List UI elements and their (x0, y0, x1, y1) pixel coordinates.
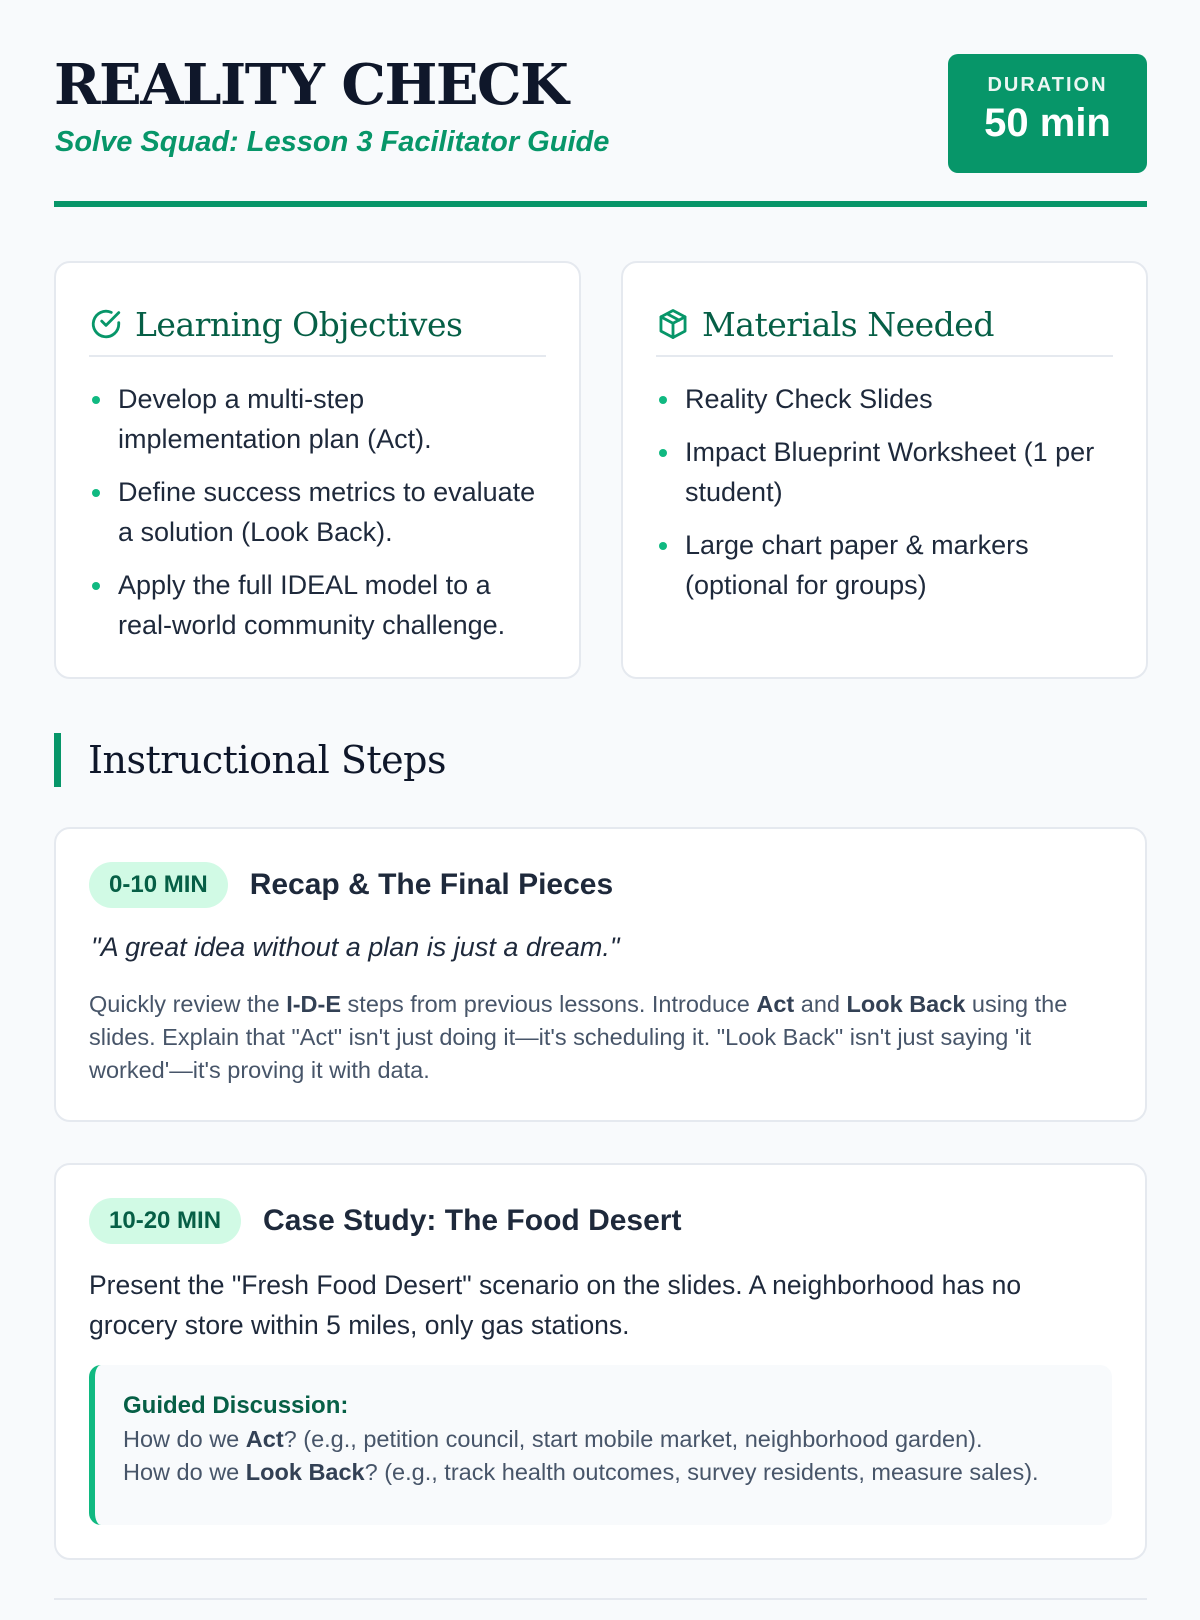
materials-list (656, 379, 1116, 618)
materials-needed-title: Materials Needed (702, 304, 994, 344)
list-item: Develop a multi-step implementation plan (Act). (89, 379, 549, 459)
step-description: Quickly review the I-D-E steps from previous lessons. Introduce Act and Look Back using the slides. Explain that "Act" isn't just doing it—it's scheduling it. "Look Back" isn't just saying 'it worked'—it's proving it with data. (89, 991, 1068, 1083)
step-card-case-study (54, 1163, 1147, 1560)
duration-value: 50 min (984, 101, 1111, 145)
materials-needed-card (621, 261, 1148, 679)
learning-objectives-title: Learning Objectives (135, 304, 463, 344)
list-item: Define success metrics to evaluate a solution (Look Back). (89, 472, 549, 552)
step-title: Case Study: The Food Desert (263, 1204, 682, 1237)
duration-badge (948, 54, 1147, 173)
time-badge: 0-10 MIN (89, 862, 228, 908)
list-item: Reality Check Slides (656, 379, 1116, 419)
list-item: Large chart paper & markers (optional for groups) (656, 525, 1116, 605)
materials-needed-heading (656, 293, 1113, 357)
step-card-recap (54, 827, 1147, 1122)
discussion-line-act: How do we Act? (e.g., petition council, start mobile market, neighborhood garden). (123, 1426, 983, 1452)
guided-discussion-box (89, 1365, 1112, 1525)
box-icon (656, 307, 690, 341)
time-badge: 10-20 MIN (89, 1198, 241, 1244)
next-step-card-edge (54, 1598, 1147, 1620)
learning-objectives-card (54, 261, 581, 679)
step-header (89, 862, 613, 908)
objectives-list (89, 379, 549, 658)
discussion-line-look-back: How do we Look Back? (e.g., track health outcomes, survey residents, measure sales). (123, 1459, 1039, 1485)
list-item: Apply the full IDEAL model to a real-world community challenge. (89, 565, 549, 645)
learning-objectives-heading (89, 293, 546, 357)
page-subtitle: Solve Squad: Lesson 3 Facilitator Guide (55, 126, 610, 158)
section-title-instructional-steps: Instructional Steps (54, 733, 446, 787)
duration-label: DURATION (987, 74, 1108, 96)
list-item: Impact Blueprint Worksheet (1 per student) (656, 432, 1116, 512)
step-title: Recap & The Final Pieces (249, 868, 614, 901)
page-title: REALITY CHECK (54, 52, 568, 118)
guided-discussion-label: Guided Discussion: (123, 1392, 349, 1419)
step-description: Present the "Fresh Food Desert" scenario on the slides. A neighborhood has no grocery store within 5 miles, only gas stations. (89, 1270, 1022, 1340)
check-circle-icon (89, 307, 123, 341)
facilitator-guide-page (54, 0, 1147, 1485)
page-header (54, 0, 1147, 207)
step-quote: "A great idea without a plan is just a dream." (91, 932, 620, 962)
step-header (89, 1198, 681, 1244)
